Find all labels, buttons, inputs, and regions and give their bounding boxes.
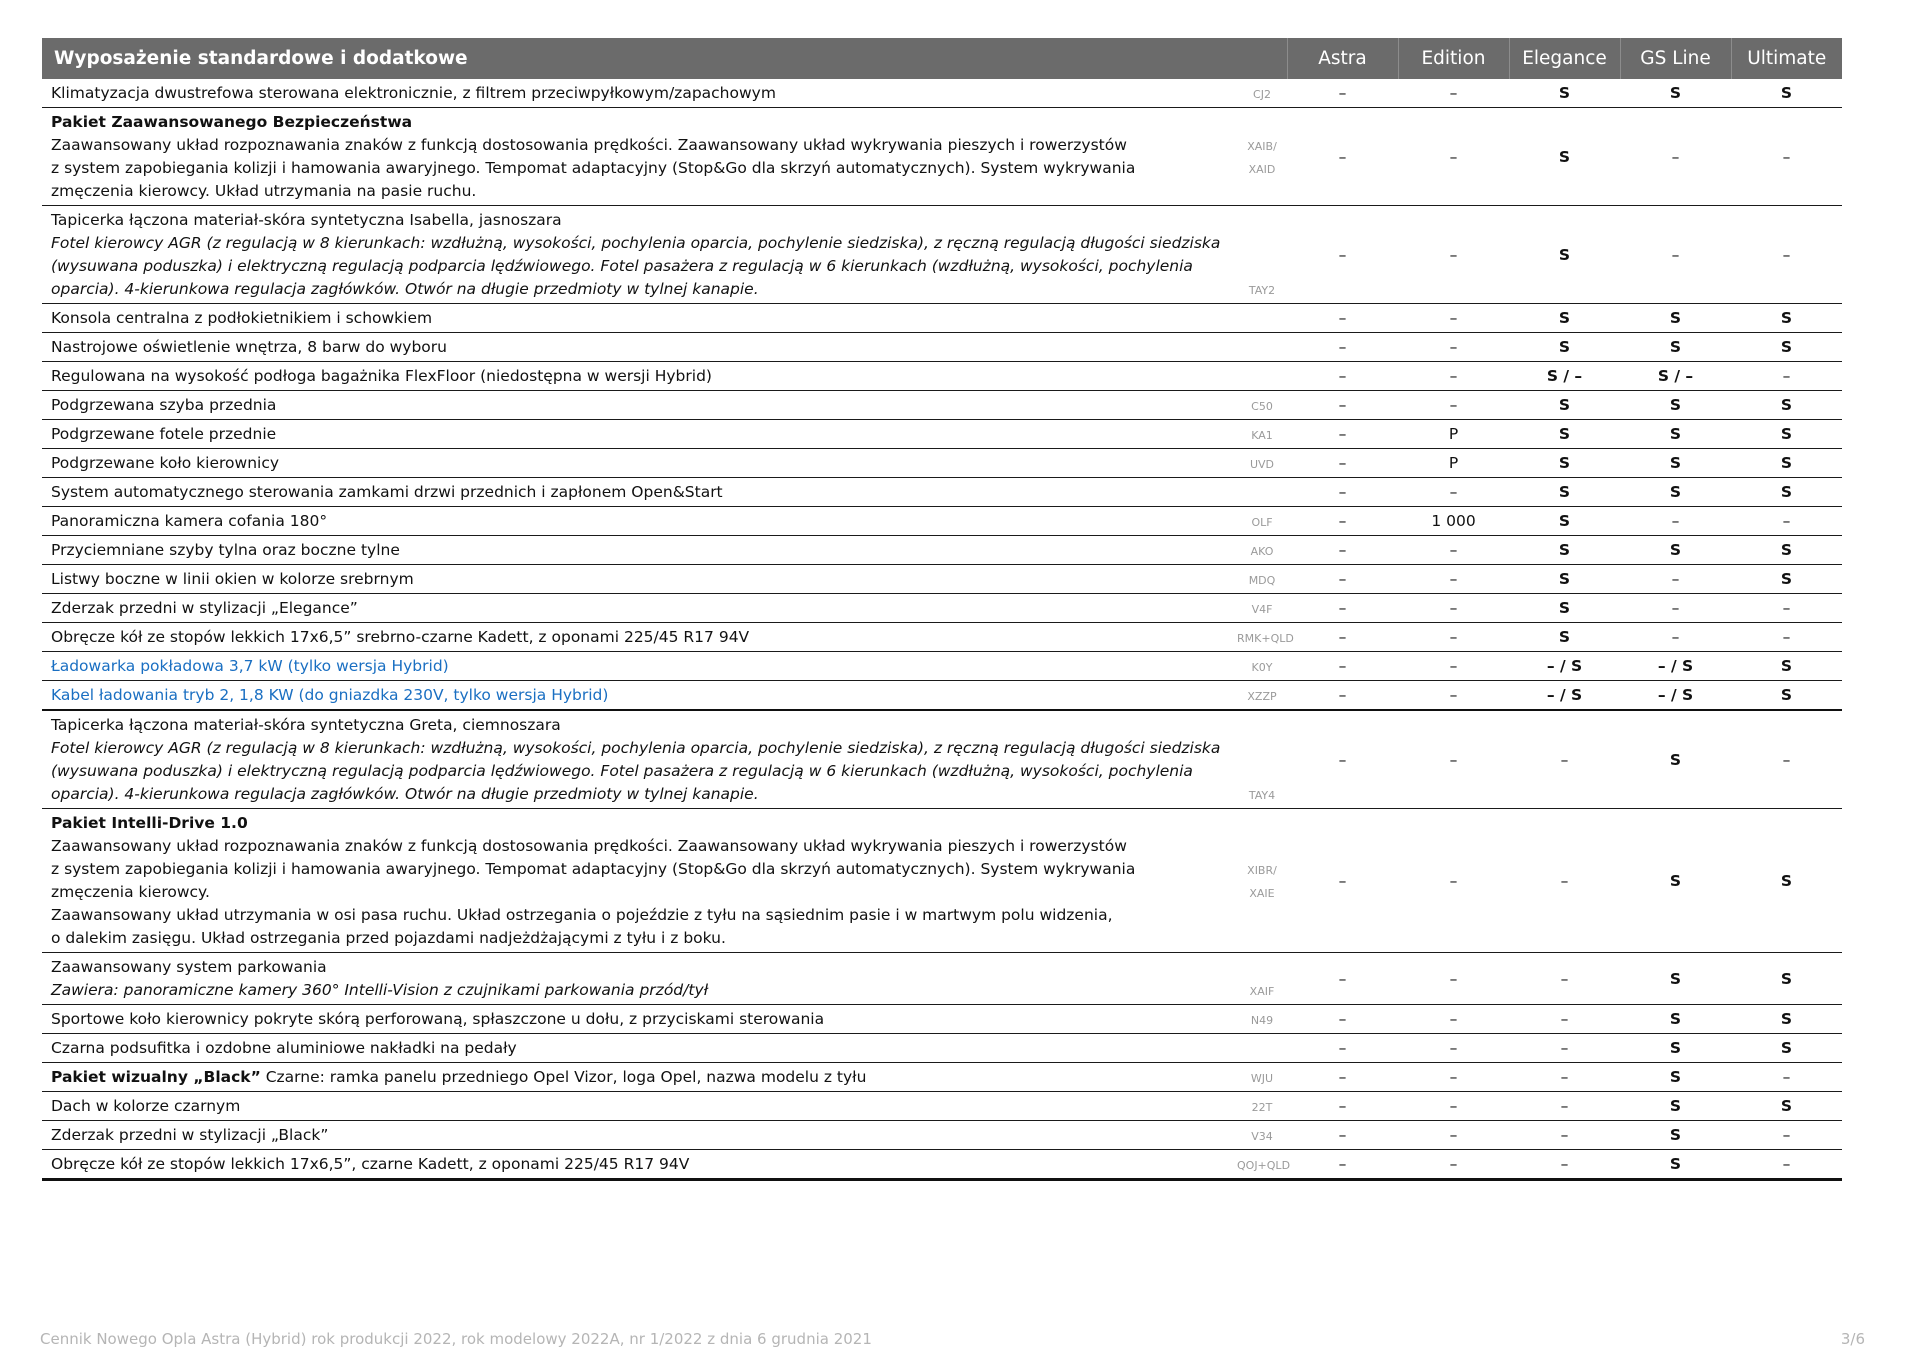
availability-astra: –: [1287, 304, 1398, 333]
table-row: [42, 507, 1842, 536]
availability-elegance: –: [1509, 710, 1620, 809]
availability-gs-line: S: [1620, 420, 1731, 449]
availability-astra: –: [1287, 362, 1398, 391]
availability-elegance: S: [1509, 565, 1620, 594]
equipment-table-container: [42, 38, 1842, 1181]
footer-text: Cennik Nowego Opla Astra (Hybrid) rok produkcji 2022, rok modelowy 2022A, nr 1/2022 z dnia 6 grudnia 2021: [40, 1330, 872, 1348]
availability-ultimate: –: [1731, 623, 1842, 652]
table-row: [42, 449, 1842, 478]
availability-ultimate: –: [1731, 362, 1842, 391]
availability-gs-line: S: [1620, 710, 1731, 809]
package-title: Pakiet wizualny „Black”: [51, 1068, 261, 1086]
availability-astra: –: [1287, 1150, 1398, 1180]
code-column-header: [1237, 38, 1287, 79]
feature-text-line: o dalekim zasięgu. Układ ostrzegania przed pojazdami nadjeżdżającymi z tyłu i z boku.: [51, 929, 726, 947]
feature-text-line: Podgrzewana szyba przednia: [51, 396, 277, 414]
table-row: [42, 1063, 1842, 1092]
availability-ultimate: S: [1731, 1092, 1842, 1121]
table-row: [42, 681, 1842, 711]
availability-elegance: S: [1509, 304, 1620, 333]
availability-astra: –: [1287, 507, 1398, 536]
availability-edition: –: [1398, 623, 1509, 652]
availability-elegance: S: [1509, 449, 1620, 478]
feature-description: [42, 536, 1237, 565]
availability-gs-line: –: [1620, 206, 1731, 304]
feature-text-line: Czarne: ramka panelu przedniego Opel Vizor, loga Opel, nazwa modelu z tyłu: [260, 1068, 867, 1086]
availability-gs-line: S: [1620, 536, 1731, 565]
option-code: C50: [1237, 391, 1287, 420]
availability-elegance: S: [1509, 594, 1620, 623]
feature-text-line: Obręcze kół ze stopów lekkich 17x6,5”, czarne Kadett, z oponami 225/45 R17 94V: [51, 1155, 690, 1173]
availability-gs-line: S: [1620, 1150, 1731, 1180]
feature-description: [42, 362, 1237, 391]
availability-astra: –: [1287, 1121, 1398, 1150]
availability-edition: –: [1398, 108, 1509, 206]
feature-description: [42, 79, 1237, 108]
availability-gs-line: S: [1620, 478, 1731, 507]
availability-astra: –: [1287, 681, 1398, 711]
availability-ultimate: –: [1731, 1121, 1842, 1150]
feature-text-line: System automatycznego sterowania zamkami drzwi przednich i zapłonem Open&Start: [51, 483, 723, 501]
availability-edition: –: [1398, 1063, 1509, 1092]
availability-ultimate: –: [1731, 1150, 1842, 1180]
availability-edition: P: [1398, 420, 1509, 449]
availability-gs-line: S: [1620, 1034, 1731, 1063]
availability-gs-line: S: [1620, 1063, 1731, 1092]
availability-elegance: S: [1509, 206, 1620, 304]
availability-edition: –: [1398, 710, 1509, 809]
availability-elegance: – / S: [1509, 652, 1620, 681]
availability-ultimate: S: [1731, 478, 1842, 507]
feature-text-line: Przyciemniane szyby tylna oraz boczne tylne: [51, 541, 400, 559]
feature-text-line: Zderzak przedni w stylizacji „Elegance”: [51, 599, 358, 617]
feature-details: Fotel kierowcy AGR (z regulacją w 8 kierunkach: wzdłużną, wysokości, pochylenia oparcia, pochylenie siedziska), z ręczną regulacją długości siedziska (wysuwana poduszka) i elektryczną regulacją podparcia lędźwiowego. Fotel pasażera z regulacją w 6 kierunkach (wzdłużną, wysokości, pochylenia oparcia). 4-kierunkowa regulacja zagłówków. Otwór na długie przedmioty w tylnej kanapie.: [51, 739, 1221, 803]
feature-text-line: Czarna podsufitka i ozdobne aluminiowe nakładki na pedały: [51, 1039, 517, 1057]
availability-ultimate: –: [1731, 108, 1842, 206]
availability-astra: –: [1287, 449, 1398, 478]
availability-edition: –: [1398, 536, 1509, 565]
availability-ultimate: S: [1731, 809, 1842, 953]
feature-text-line: zmęczenia kierowcy.: [51, 883, 210, 901]
availability-elegance: –: [1509, 1092, 1620, 1121]
availability-elegance: –: [1509, 1063, 1620, 1092]
option-code: XAIF: [1237, 953, 1287, 1005]
feature-description: [42, 594, 1237, 623]
feature-text-line: Ładowarka pokładowa 3,7 kW (tylko wersja Hybrid): [51, 657, 449, 675]
availability-ultimate: S: [1731, 391, 1842, 420]
feature-description: [42, 206, 1237, 304]
availability-astra: –: [1287, 391, 1398, 420]
option-code: V34: [1237, 1121, 1287, 1150]
availability-edition: –: [1398, 362, 1509, 391]
availability-gs-line: S: [1620, 391, 1731, 420]
option-code: OLF: [1237, 507, 1287, 536]
availability-astra: –: [1287, 420, 1398, 449]
feature-text-line: zmęczenia kierowcy. Układ utrzymania na pasie ruchu.: [51, 182, 477, 200]
feature-description: [42, 1005, 1237, 1034]
availability-edition: –: [1398, 79, 1509, 108]
option-code: K0Y: [1237, 652, 1287, 681]
table-row: [42, 304, 1842, 333]
feature-text-line: Zderzak przedni w stylizacji „Black”: [51, 1126, 329, 1144]
availability-astra: –: [1287, 623, 1398, 652]
feature-text-line: Dach w kolorze czarnym: [51, 1097, 241, 1115]
availability-astra: –: [1287, 710, 1398, 809]
availability-ultimate: S: [1731, 953, 1842, 1005]
feature-description: [42, 1034, 1237, 1063]
option-code: [1237, 362, 1287, 391]
feature-text-line: Zaawansowany układ utrzymania w osi pasa ruchu. Układ ostrzegania o pojeździe z tyłu na sąsiednim pasie i w martwym polu widzenia,: [51, 906, 1113, 924]
availability-gs-line: S: [1620, 953, 1731, 1005]
feature-text-line: Zaawansowany system parkowania: [51, 958, 327, 976]
availability-ultimate: S: [1731, 420, 1842, 449]
availability-edition: –: [1398, 1121, 1509, 1150]
feature-text-line: Regulowana na wysokość podłoga bagażnika FlexFloor (niedostępna w wersji Hybrid): [51, 367, 712, 385]
availability-edition: –: [1398, 478, 1509, 507]
availability-elegance: S: [1509, 391, 1620, 420]
availability-ultimate: S: [1731, 1005, 1842, 1034]
feature-details: Zawiera: panoramiczne kamery 360° Intelli-Vision z czujnikami parkowania przód/tył: [51, 981, 709, 999]
availability-edition: 1 000: [1398, 507, 1509, 536]
table-row: [42, 710, 1842, 809]
availability-edition: –: [1398, 809, 1509, 953]
availability-gs-line: –: [1620, 108, 1731, 206]
availability-ultimate: S: [1731, 536, 1842, 565]
availability-ultimate: S: [1731, 333, 1842, 362]
option-code: V4F: [1237, 594, 1287, 623]
option-code: 22T: [1237, 1092, 1287, 1121]
availability-astra: –: [1287, 1005, 1398, 1034]
availability-astra: –: [1287, 333, 1398, 362]
availability-edition: –: [1398, 594, 1509, 623]
availability-gs-line: S: [1620, 1005, 1731, 1034]
availability-edition: –: [1398, 304, 1509, 333]
availability-gs-line: –: [1620, 623, 1731, 652]
availability-gs-line: S: [1620, 1092, 1731, 1121]
availability-astra: –: [1287, 79, 1398, 108]
availability-ultimate: S: [1731, 681, 1842, 711]
table-row: [42, 953, 1842, 1005]
availability-elegance: S: [1509, 507, 1620, 536]
availability-gs-line: S: [1620, 449, 1731, 478]
table-row: [42, 809, 1842, 953]
option-code: TAY2: [1237, 206, 1287, 304]
availability-gs-line: – / S: [1620, 681, 1731, 711]
availability-edition: –: [1398, 681, 1509, 711]
version-header-edition: Edition: [1398, 38, 1509, 79]
availability-elegance: –: [1509, 1121, 1620, 1150]
package-title: Pakiet Zaawansowanego Bezpieczeństwa: [51, 113, 413, 131]
table-row: [42, 108, 1842, 206]
feature-description: [42, 108, 1237, 206]
option-code: XIBR/ XAIE: [1237, 809, 1287, 953]
availability-ultimate: S: [1731, 652, 1842, 681]
option-code: [1237, 1034, 1287, 1063]
option-code: [1237, 478, 1287, 507]
feature-text-line: Nastrojowe oświetlenie wnętrza, 8 barw do wyboru: [51, 338, 447, 356]
feature-description: [42, 953, 1237, 1005]
availability-ultimate: S: [1731, 449, 1842, 478]
availability-elegance: S: [1509, 623, 1620, 652]
table-row: [42, 333, 1842, 362]
table-row: [42, 594, 1842, 623]
feature-description: [42, 710, 1237, 809]
availability-astra: –: [1287, 1063, 1398, 1092]
table-row: [42, 1092, 1842, 1121]
option-code: AKO: [1237, 536, 1287, 565]
option-code: [1237, 333, 1287, 362]
feature-details: Fotel kierowcy AGR (z regulacją w 8 kierunkach: wzdłużną, wysokości, pochylenia oparcia, pochylenie siedziska), z ręczną regulacją długości siedziska (wysuwana poduszka) i elektryczną regulacją podparcia lędźwiowego. Fotel pasażera z regulacją w 6 kierunkach (wzdłużną, wysokości, pochylenia oparcia). 4-kierunkowa regulacja zagłówków. Otwór na długie przedmioty w tylnej kanapie.: [51, 234, 1221, 298]
table-row: [42, 1034, 1842, 1063]
availability-elegance: S: [1509, 79, 1620, 108]
availability-edition: –: [1398, 391, 1509, 420]
table-row: [42, 206, 1842, 304]
availability-edition: –: [1398, 1034, 1509, 1063]
availability-elegance: S / –: [1509, 362, 1620, 391]
availability-ultimate: –: [1731, 206, 1842, 304]
table-title: Wyposażenie standardowe i dodatkowe: [42, 38, 1237, 79]
option-code: TAY4: [1237, 710, 1287, 809]
feature-description: [42, 652, 1237, 681]
feature-text-line: Kabel ładowania tryb 2, 1,8 KW (do gniazdka 230V, tylko wersja Hybrid): [51, 686, 609, 704]
feature-text-line: Zaawansowany układ rozpoznawania znaków z funkcją dostosowania prędkości. Zaawansowany układ wykrywania pieszych i rowerzystów: [51, 837, 1127, 855]
availability-edition: –: [1398, 206, 1509, 304]
feature-text-line: Tapicerka łączona materiał-skóra syntetyczna Greta, ciemnoszara: [51, 716, 561, 734]
table-row: [42, 536, 1842, 565]
feature-description: [42, 1121, 1237, 1150]
availability-elegance: S: [1509, 333, 1620, 362]
availability-edition: –: [1398, 565, 1509, 594]
feature-text-line: Panoramiczna kamera cofania 180°: [51, 512, 328, 530]
availability-astra: –: [1287, 594, 1398, 623]
package-title: Pakiet Intelli-Drive 1.0: [51, 814, 248, 832]
version-header-gs-line: GS Line: [1620, 38, 1731, 79]
feature-description: [42, 623, 1237, 652]
table-row: [42, 79, 1842, 108]
table-row: [42, 478, 1842, 507]
feature-description: [42, 391, 1237, 420]
availability-ultimate: S: [1731, 79, 1842, 108]
availability-ultimate: –: [1731, 710, 1842, 809]
availability-ultimate: –: [1731, 507, 1842, 536]
feature-description: [42, 478, 1237, 507]
availability-ultimate: –: [1731, 594, 1842, 623]
option-code: XZZP: [1237, 681, 1287, 711]
availability-gs-line: S: [1620, 304, 1731, 333]
feature-description: [42, 681, 1237, 711]
availability-astra: –: [1287, 1034, 1398, 1063]
feature-text-line: Tapicerka łączona materiał-skóra syntetyczna Isabella, jasnoszara: [51, 211, 562, 229]
feature-text-line: Podgrzewane fotele przednie: [51, 425, 277, 443]
feature-description: [42, 420, 1237, 449]
feature-text-line: z system zapobiegania kolizji i hamowania awaryjnego. Tempomat adaptacyjny (Stop&Go dla skrzyń automatycznych). System wykrywania: [51, 159, 1136, 177]
option-code: WJU: [1237, 1063, 1287, 1092]
page-number: 3/6: [1840, 1330, 1865, 1348]
feature-description: [42, 565, 1237, 594]
availability-ultimate: S: [1731, 1034, 1842, 1063]
feature-description: [42, 449, 1237, 478]
availability-edition: –: [1398, 953, 1509, 1005]
availability-gs-line: S / –: [1620, 362, 1731, 391]
availability-gs-line: S: [1620, 1121, 1731, 1150]
version-header-astra: Astra: [1287, 38, 1398, 79]
availability-astra: –: [1287, 809, 1398, 953]
table-row: [42, 420, 1842, 449]
option-code: CJ2: [1237, 79, 1287, 108]
feature-description: [42, 809, 1237, 953]
availability-elegance: –: [1509, 1034, 1620, 1063]
availability-gs-line: S: [1620, 79, 1731, 108]
option-code: RMK+QLD: [1237, 623, 1287, 652]
availability-astra: –: [1287, 206, 1398, 304]
feature-description: [42, 333, 1237, 362]
table-header-row: [42, 38, 1842, 79]
option-code: KA1: [1237, 420, 1287, 449]
table-row: [42, 1150, 1842, 1180]
availability-edition: –: [1398, 652, 1509, 681]
availability-gs-line: – / S: [1620, 652, 1731, 681]
option-code: QOJ+QLD: [1237, 1150, 1287, 1180]
availability-elegance: –: [1509, 1150, 1620, 1180]
option-code: [1237, 304, 1287, 333]
feature-text-line: Klimatyzacja dwustrefowa sterowana elektronicznie, z filtrem przeciwpyłkowym/zapachowym: [51, 84, 776, 102]
availability-gs-line: –: [1620, 594, 1731, 623]
feature-description: [42, 1150, 1237, 1180]
availability-astra: –: [1287, 478, 1398, 507]
availability-astra: –: [1287, 1092, 1398, 1121]
feature-text-line: Konsola centralna z podłokietnikiem i schowkiem: [51, 309, 433, 327]
availability-elegance: S: [1509, 536, 1620, 565]
availability-elegance: –: [1509, 953, 1620, 1005]
availability-astra: –: [1287, 536, 1398, 565]
availability-astra: –: [1287, 108, 1398, 206]
availability-gs-line: S: [1620, 809, 1731, 953]
feature-description: [42, 1063, 1237, 1092]
availability-ultimate: S: [1731, 304, 1842, 333]
availability-elegance: S: [1509, 108, 1620, 206]
feature-text-line: Obręcze kół ze stopów lekkich 17x6,5” srebrno-czarne Kadett, z oponami 225/45 R17 94V: [51, 628, 750, 646]
table-row: [42, 623, 1842, 652]
feature-description: [42, 1092, 1237, 1121]
availability-elegance: S: [1509, 420, 1620, 449]
availability-edition: P: [1398, 449, 1509, 478]
availability-gs-line: –: [1620, 565, 1731, 594]
availability-astra: –: [1287, 953, 1398, 1005]
version-header-ultimate: Ultimate: [1731, 38, 1842, 79]
availability-gs-line: S: [1620, 333, 1731, 362]
option-code: UVD: [1237, 449, 1287, 478]
availability-ultimate: –: [1731, 1063, 1842, 1092]
availability-elegance: –: [1509, 809, 1620, 953]
table-row: [42, 391, 1842, 420]
table-row: [42, 1005, 1842, 1034]
table-row: [42, 1121, 1842, 1150]
table-row: [42, 652, 1842, 681]
availability-astra: –: [1287, 652, 1398, 681]
availability-gs-line: –: [1620, 507, 1731, 536]
feature-text-line: Sportowe koło kierownicy pokryte skórą perforowaną, spłaszczone u dołu, z przyciskami sterowania: [51, 1010, 825, 1028]
availability-elegance: – / S: [1509, 681, 1620, 711]
availability-edition: –: [1398, 1150, 1509, 1180]
table-row: [42, 565, 1842, 594]
feature-text-line: z system zapobiegania kolizji i hamowania awaryjnego. Tempomat adaptacyjny (Stop&Go dla skrzyń automatycznych). System wykrywania: [51, 860, 1136, 878]
option-code: XAIB/ XAID: [1237, 108, 1287, 206]
availability-elegance: –: [1509, 1005, 1620, 1034]
feature-description: [42, 304, 1237, 333]
feature-text-line: Zaawansowany układ rozpoznawania znaków z funkcją dostosowania prędkości. Zaawansowany układ wykrywania pieszych i rowerzystów: [51, 136, 1127, 154]
availability-edition: –: [1398, 1005, 1509, 1034]
equipment-table: [42, 38, 1842, 1181]
option-code: N49: [1237, 1005, 1287, 1034]
availability-ultimate: S: [1731, 565, 1842, 594]
version-header-elegance: Elegance: [1509, 38, 1620, 79]
availability-elegance: S: [1509, 478, 1620, 507]
feature-text-line: Podgrzewane koło kierownicy: [51, 454, 280, 472]
feature-text-line: Listwy boczne w linii okien w kolorze srebrnym: [51, 570, 414, 588]
availability-astra: –: [1287, 565, 1398, 594]
availability-edition: –: [1398, 1092, 1509, 1121]
option-code: MDQ: [1237, 565, 1287, 594]
table-row: [42, 362, 1842, 391]
availability-edition: –: [1398, 333, 1509, 362]
feature-description: [42, 507, 1237, 536]
